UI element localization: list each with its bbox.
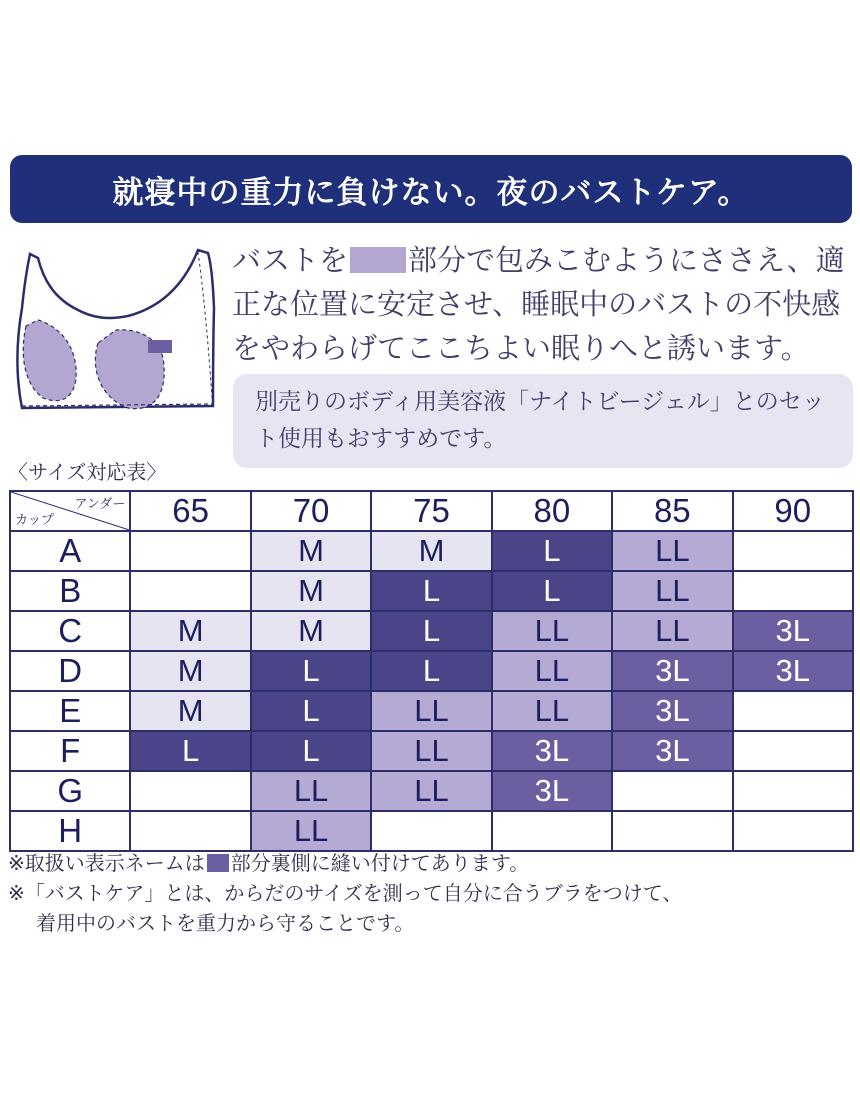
size-cell (733, 571, 853, 611)
size-cell: 3L (733, 611, 853, 651)
size-cell (492, 811, 612, 851)
size-cell: LL (371, 731, 491, 771)
table-row (10, 811, 853, 851)
under-label: アンダー (74, 497, 126, 512)
table-row (10, 731, 853, 771)
size-cell: L (371, 651, 491, 691)
column-header-90: 90 (733, 491, 853, 531)
headline-banner (10, 155, 852, 223)
size-cell (612, 811, 732, 851)
column-header-80: 80 (492, 491, 612, 531)
size-cell (733, 771, 853, 811)
size-cell (130, 571, 250, 611)
size-cell: M (130, 691, 250, 731)
footnote-1: ※取扱い表示ネームは 部分裏側に縫い付けてあります。 (8, 851, 530, 875)
column-header-65: 65 (130, 491, 250, 531)
size-cell: LL (371, 771, 491, 811)
cup-D: D (10, 651, 130, 691)
size-cell: L (251, 691, 371, 731)
size-cell: L (492, 531, 612, 571)
cup-E: E (10, 691, 130, 731)
size-cell: 3L (492, 771, 612, 811)
size-cell: L (371, 611, 491, 651)
size-cell: LL (371, 691, 491, 731)
cup-G: G (10, 771, 130, 811)
size-cell (733, 691, 853, 731)
headline-text: 就寝中の重力に負けない。夜のバストケア。 (112, 174, 750, 211)
cup-F: F (10, 731, 130, 771)
size-cell: M (251, 531, 371, 571)
size-cell: M (371, 531, 491, 571)
cup-H: H (10, 811, 130, 851)
table-corner (10, 491, 130, 531)
size-cell: 3L (612, 691, 732, 731)
size-cell: 3L (492, 731, 612, 771)
cup-C: C (10, 611, 130, 651)
size-cell (733, 731, 853, 771)
column-header-85: 85 (612, 491, 732, 531)
size-cell: M (251, 611, 371, 651)
size-cell: 3L (612, 651, 732, 691)
cup-A: A (10, 531, 130, 571)
size-cell: LL (251, 811, 371, 851)
table-row (10, 571, 853, 611)
description-text: バストを 部分で包みこむようにささえ、適正な位置に安定させ、睡眠中のバストの不快感をやわらげてここちよい眠りへと誘います。 (232, 243, 845, 365)
size-cell: LL (492, 651, 612, 691)
size-cell: L (371, 571, 491, 611)
size-cell: L (130, 731, 250, 771)
table-row (10, 611, 853, 651)
size-cell: M (130, 611, 250, 651)
table-row (10, 771, 853, 811)
label-position-swatch (207, 854, 229, 872)
recommendation-note (233, 374, 853, 468)
size-cell: L (251, 651, 371, 691)
size-cell: M (130, 651, 250, 691)
size-cell (130, 771, 250, 811)
size-cell (371, 811, 491, 851)
size-cell: LL (612, 531, 732, 571)
size-cell: M (251, 571, 371, 611)
cup-label: カップ (15, 513, 54, 528)
table-row (10, 651, 853, 691)
size-cell: LL (492, 611, 612, 651)
column-header-70: 70 (251, 491, 371, 531)
cup-B: B (10, 571, 130, 611)
column-header-75: 75 (371, 491, 491, 531)
table-row (10, 691, 853, 731)
size-cell: LL (492, 691, 612, 731)
size-cell: LL (251, 771, 371, 811)
size-cell: LL (612, 611, 732, 651)
support-area-swatch (350, 247, 406, 273)
size-cell (130, 531, 250, 571)
footnotes (8, 848, 853, 938)
size-cell: L (251, 731, 371, 771)
size-chart-table (9, 490, 854, 852)
size-cell (733, 531, 853, 571)
size-cell (612, 771, 732, 811)
bra-illustration (8, 248, 223, 438)
size-cell: 3L (733, 651, 853, 691)
footnote-2: ※「バストケア」とは、からだのサイズを測って自分に合うブラをつけて、 (8, 881, 683, 905)
size-cell: 3L (612, 731, 732, 771)
size-cell (130, 811, 250, 851)
size-cell: LL (612, 571, 732, 611)
size-cell (733, 811, 853, 851)
size-cell: L (492, 571, 612, 611)
size-chart-title: 〈サイズ対応表〉 (8, 460, 167, 484)
footnote-3: 着用中のバストを重力から守ることです。 (36, 911, 415, 935)
table-row (10, 531, 853, 571)
recommendation-text: 別売りのボディ用美容液「ナイトビージェル」とのセット使用もおすすめです。 (255, 389, 825, 452)
